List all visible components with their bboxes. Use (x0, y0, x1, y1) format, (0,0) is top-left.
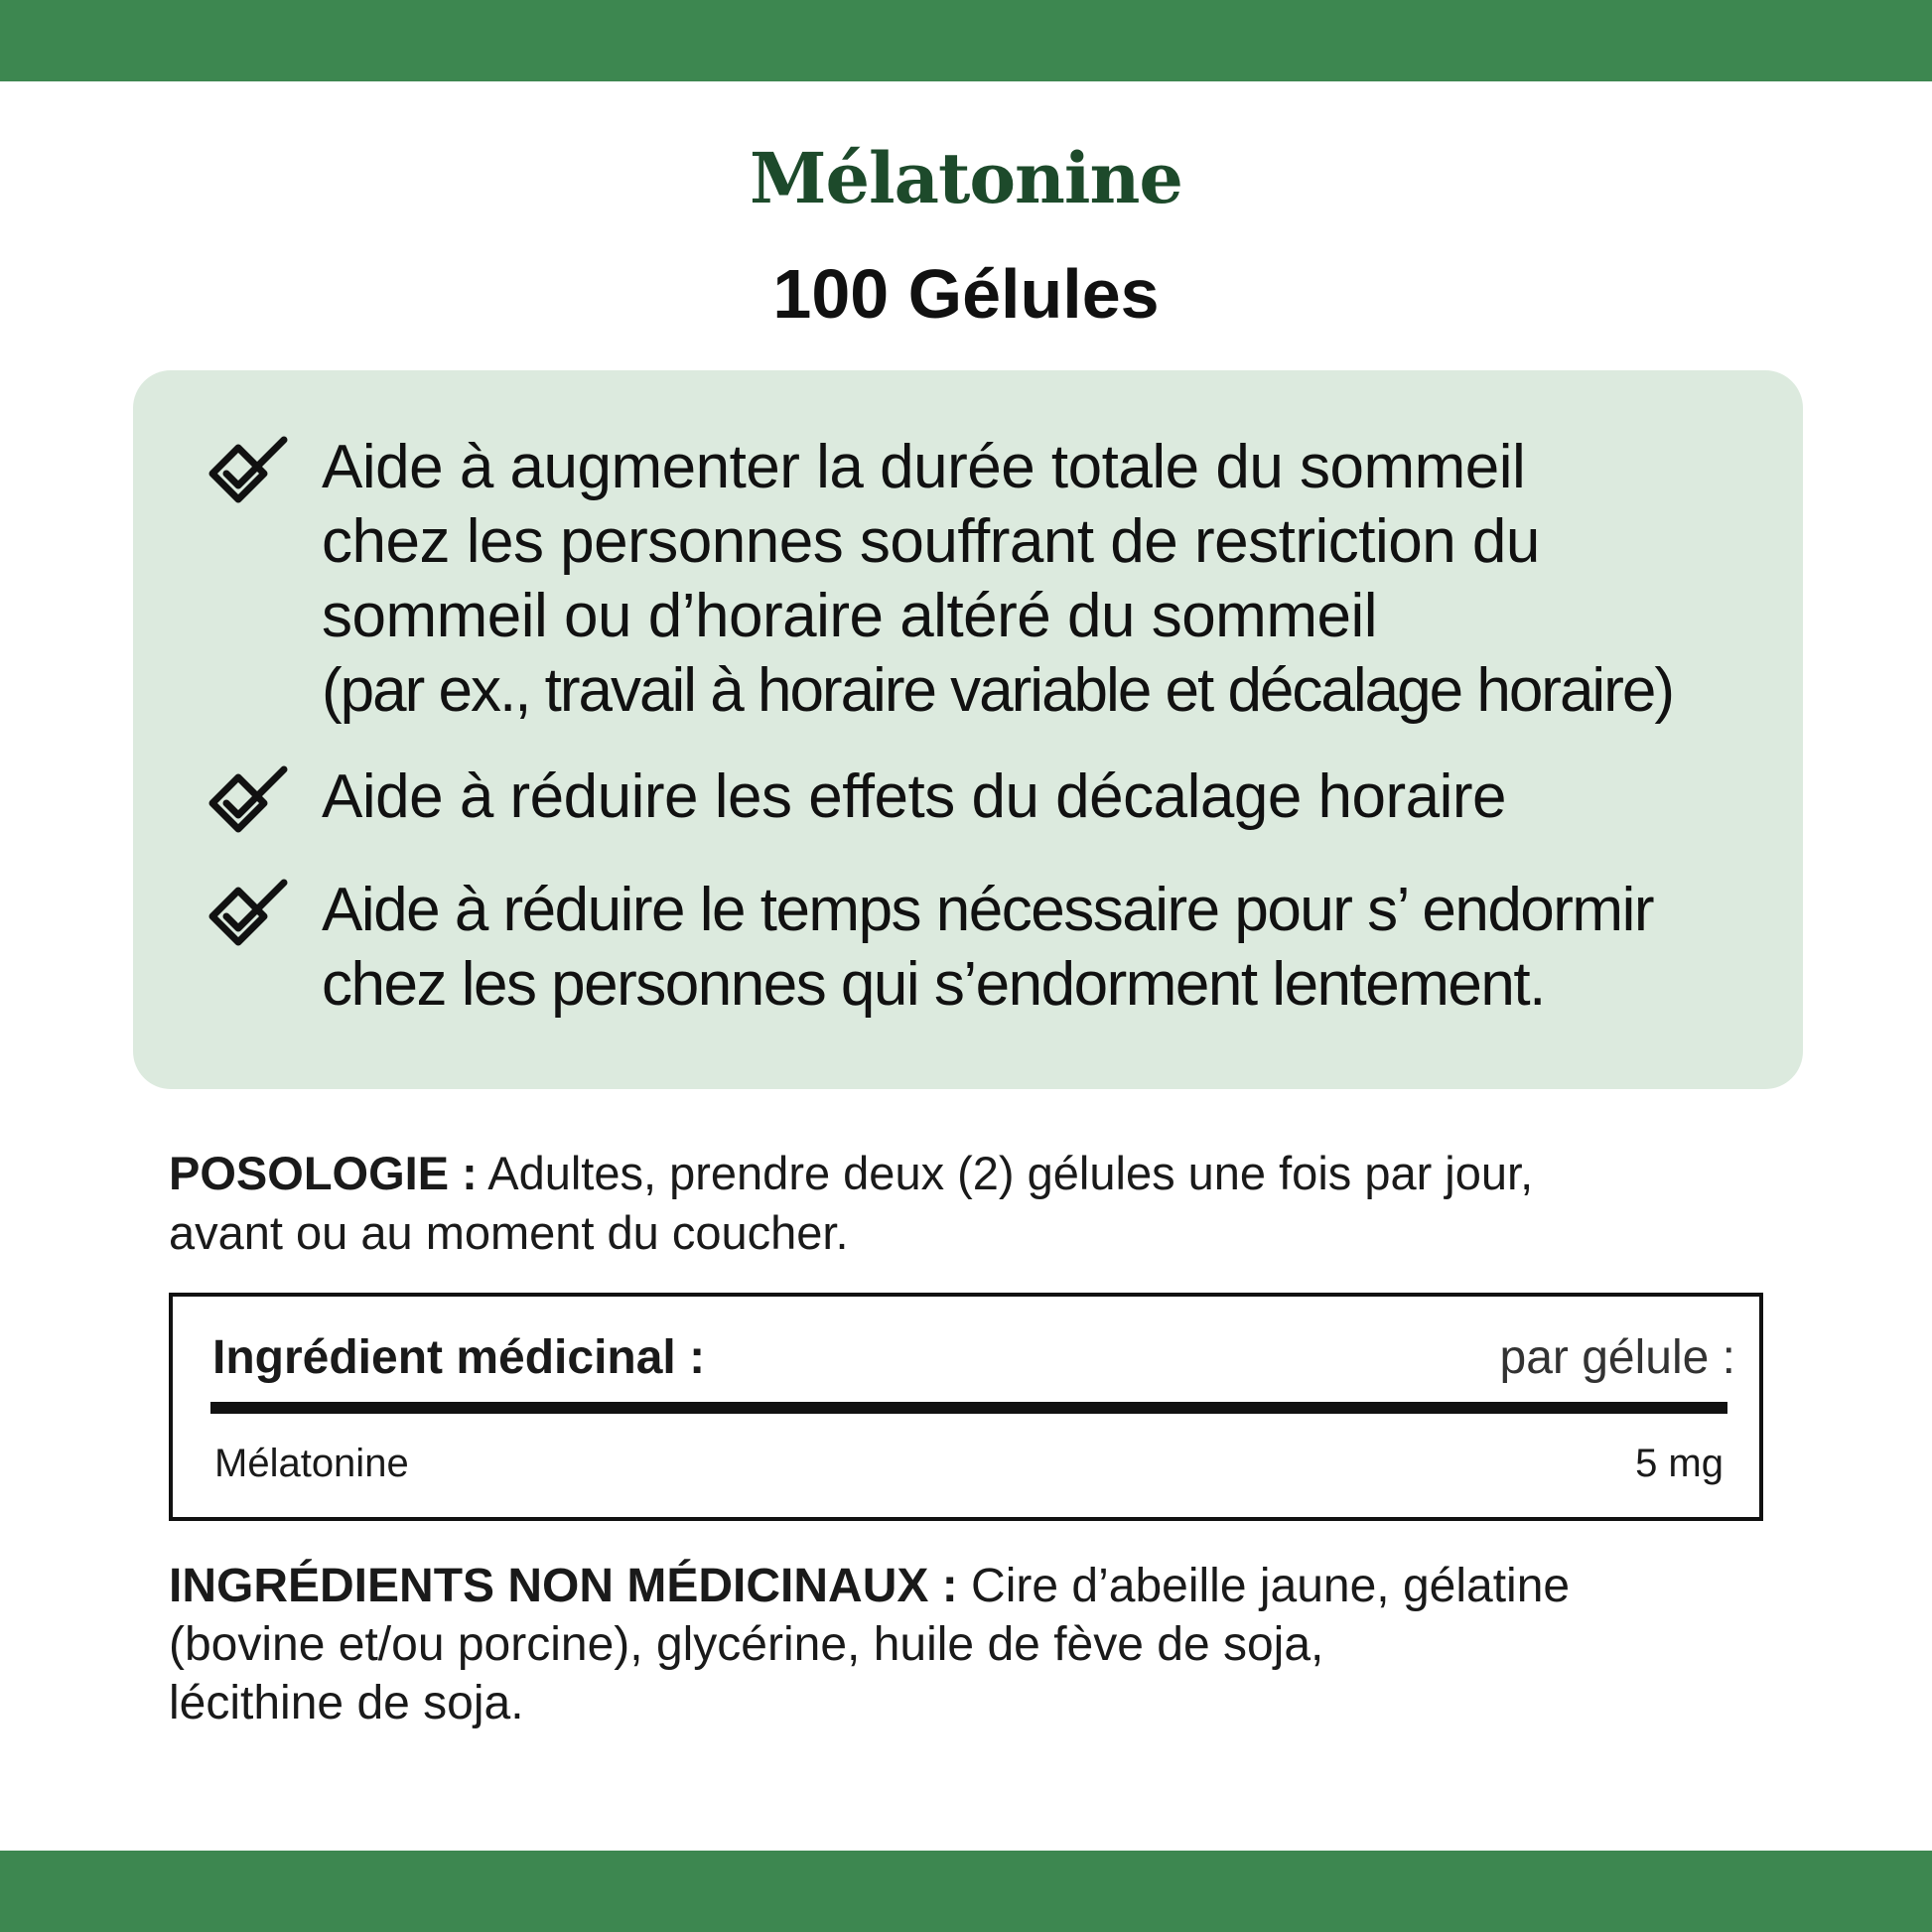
top-color-band (0, 0, 1932, 81)
benefit-text: Aide à réduire les effets du décalage horaire (322, 762, 1507, 831)
bottom-color-band (0, 1851, 1932, 1932)
non-medicinal-text-2: (bovine et/ou porcine), glycérine, huile de fève de soja, (169, 1618, 1324, 1671)
ingredient-amount: 5 mg (1635, 1442, 1724, 1485)
medicinal-ingredient-table (169, 1293, 1763, 1521)
table-divider (210, 1402, 1727, 1414)
ingredient-name: Mélatonine (214, 1442, 409, 1485)
posology-text: Adultes, prendre deux (2) gélules une fois par jour, (477, 1147, 1534, 1199)
posology-section (169, 1144, 1777, 1263)
non-medicinal-text: Cire d’abeille jaune, gélatine (957, 1560, 1571, 1612)
non-medicinal-text-3: lécithine de soja. (169, 1677, 524, 1729)
benefits-panel (133, 370, 1803, 1089)
non-medicinal-section (169, 1557, 1777, 1732)
checkbox-check-icon (205, 765, 290, 851)
benefit-text: Aide à réduire le temps nécessaire pour s’ endormir chez les personnes qui s’endorment lentement. (322, 876, 1653, 1019)
checkbox-check-icon (205, 436, 290, 521)
medicinal-header: Ingrédient médicinal : (212, 1331, 706, 1384)
posology-text-2: avant ou au moment du coucher. (169, 1206, 849, 1259)
checkbox-check-icon (205, 879, 290, 964)
product-name: Mélatonine (750, 137, 1182, 219)
benefit-text: Aide à augmenter la durée totale du sommeil chez les personnes souffrant de restriction du sommeil ou d’horaire altéré du sommeil (par ex., travail à horaire variable et décalage horaire) (322, 433, 1673, 725)
non-medicinal-label: INGRÉDIENTS NON MÉDICINAUX : (169, 1560, 958, 1612)
per-unit-header: par gélule : (1499, 1331, 1735, 1384)
posology-label: POSOLOGIE : (169, 1147, 478, 1199)
product-count: 100 Gélules (772, 255, 1160, 333)
